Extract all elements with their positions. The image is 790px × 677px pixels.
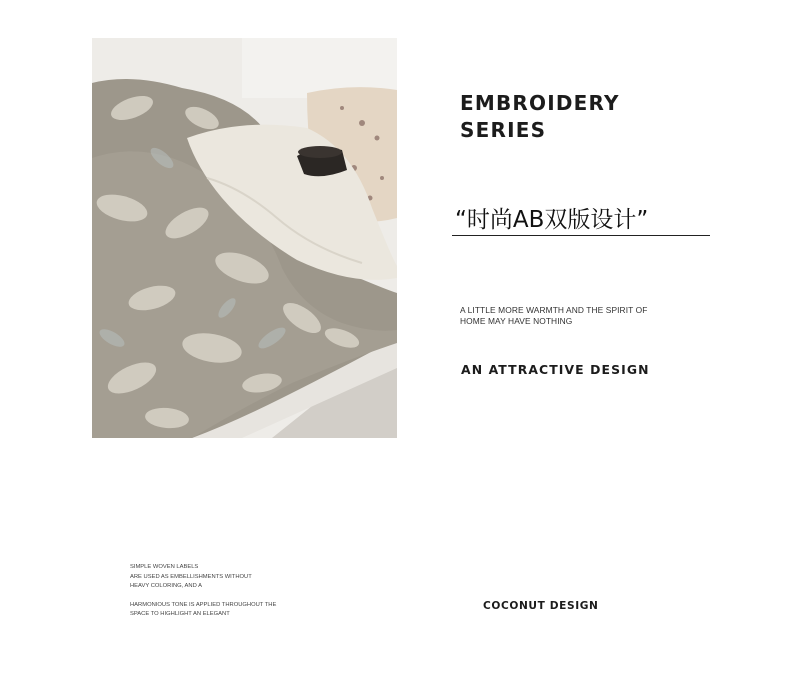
notes-line3: HEAVY COLORING, AND A: [130, 583, 202, 589]
tagline: [460, 305, 690, 327]
chinese-subtitle: “时尚AB双版设计”: [452, 204, 710, 236]
series-title-line1: EMBROIDERY: [460, 91, 620, 115]
notes-line2: ARE USED AS EMBELLISHMENTS WITHOUT: [130, 573, 252, 580]
notes-gap: [130, 592, 330, 601]
series-title: [460, 90, 720, 144]
brand-name: COCONUT DESIGN: [483, 600, 599, 612]
tagline-line1: A LITTLE MORE WARMTH AND THE SPIRIT OF: [460, 305, 648, 315]
notes-line5: SPACE TO HIGHLIGHT AN ELEGANT: [130, 611, 230, 617]
feature-heading: AN ATTRACTIVE DESIGN: [461, 362, 650, 377]
tagline-line2: HOME MAY HAVE NOTHING: [460, 316, 573, 326]
notes-line4: HARMONIOUS TONE IS APPLIED THROUGHOUT THE: [130, 601, 277, 608]
series-title-line2: SERIES: [460, 118, 547, 142]
notes-line1: SIMPLE WOVEN LABELS: [130, 564, 199, 570]
bedding-photo: [92, 38, 397, 438]
bedding-photo-icon: [92, 38, 397, 438]
description-notes: [130, 563, 330, 620]
